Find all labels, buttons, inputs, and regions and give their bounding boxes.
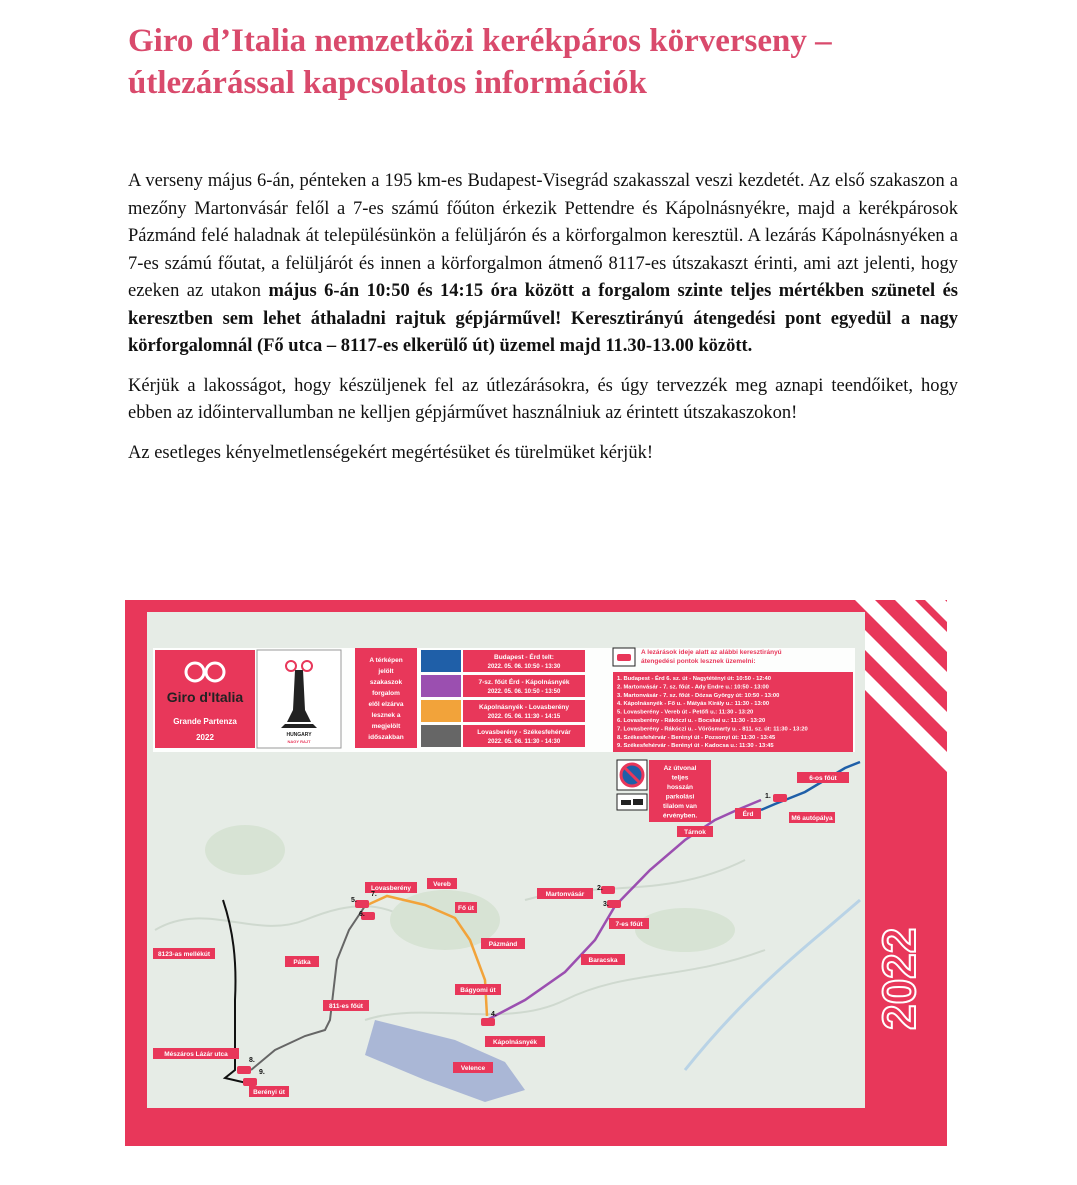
crossing-title-line: A lezárások ideje alatt az alábbi keresztirányú <box>641 649 782 656</box>
closure-note-line: forgalom <box>372 690 400 697</box>
place-label-road8123: 8123-as mellékút <box>157 951 211 958</box>
parking-notice-line: parkolási <box>665 793 695 801</box>
place-label-meszaros: Mészáros Lázár utca <box>164 1051 228 1058</box>
closure-note-line: jelölt <box>378 668 394 675</box>
place-label-patka: Pátka <box>293 959 311 966</box>
legend-item-name: Lovasberény - Székesfehérvár <box>477 729 571 736</box>
parking-notice-text <box>649 760 711 822</box>
legend-swatch <box>421 725 461 747</box>
crossing-point-number: 5. <box>351 897 357 904</box>
page-title <box>128 20 1028 104</box>
closure-note-line: A térképen <box>369 657 403 664</box>
place-label-bagyomi: Bágyomi út <box>460 987 496 994</box>
legend-item-time: 2022. 05. 06. 10:50 - 13:30 <box>487 664 561 670</box>
closure-note-line: megjelölt <box>371 723 401 730</box>
car-icon <box>601 886 615 894</box>
place-label-road811: 811-es főút <box>329 1003 363 1010</box>
place-label-road6: 6-os főút <box>809 775 837 782</box>
legend-item-time: 2022. 05. 06. 10:50 - 13:50 <box>487 689 561 695</box>
logo-hungary: HUNGARY <box>286 732 312 738</box>
crossing-point-item: 9. Székesfehérvár - Berényi út - Kadocsa u.: 11:30 - 13:45 <box>617 743 774 750</box>
place-label-berenyi: Berényi út <box>253 1089 285 1096</box>
legend-swatch <box>421 650 461 672</box>
legend-item-time: 2022. 05. 06. 11:30 - 14:30 <box>487 739 561 745</box>
parking-notice-line: érvényben. <box>662 812 698 820</box>
legend-item-name: 7-sz. főút Érd - Kápolnásnyék <box>478 679 570 686</box>
crossing-point-item: 4. Kápolnásnyék - Fő u. - Mátyás Király u.: 11:30 - 13:00 <box>617 701 770 708</box>
closure-note-line: időszakban <box>368 734 404 741</box>
paragraph-2: Kérjük a lakosságot, hogy készüljenek fel az útlezárásokra, és úgy tervezzék meg aznapi teendőiket, hogy ebben az időintervallumban ne kelljen gépjárművet használniuk az érintett útszakaszokon! <box>128 375 958 423</box>
logo-subtitle: Grande Partenza <box>173 717 237 726</box>
car-icon <box>607 900 621 908</box>
car-icon <box>481 1018 495 1026</box>
title-line-2: útlezárással kapcsolatos információk <box>128 65 647 101</box>
crossing-point-number: 8. <box>249 1057 255 1064</box>
paragraph-1-text: A verseny május 6-án, pénteken a 195 km-es Budapest-Visegrád szakasszal veszi kezdetét. Az első szakaszon a mezőny Martonvásár felől a 7-es számú főúton érkezik Pettendre és Kápolnásnyékre, majd a kerékpárosok Pázmánd felé haladnak át településünkön a felüljárón és a körforgalmon keresztül. A lezárás Kápolnásnyéken a 7-es számú főutat, a felüljárót és innen a körforgalmon átmenő 8117-es útszakaszt érinti, ami azt jelenti, hogy ezeken az utakon <box>128 171 958 301</box>
place-label-baracska: Baracska <box>588 957 618 964</box>
parking-notice-line: tilalom van <box>663 803 697 810</box>
legend-swatch <box>421 675 461 697</box>
legend-item-time: 2022. 05. 06. 11:30 - 14:15 <box>487 714 561 720</box>
car-icon <box>237 1066 251 1074</box>
crossing-point-item: 5. Lovasberény - Vereb út - Petőfi u.: 11:30 - 13:20 <box>617 709 754 716</box>
place-label-erd: Érd <box>742 811 754 818</box>
parking-notice-line: teljes <box>671 774 689 782</box>
article-body <box>128 168 958 479</box>
crossing-point-item: 6. Lovasberény - Rákóczi u. - Bocskai u.: 11:30 - 13:20 <box>617 718 766 724</box>
paragraph-3: Az esetleges kényelmetlenségekért megértésüket és türelmüket kérjük! <box>128 442 653 463</box>
crossing-point-number: 9. <box>259 1069 265 1076</box>
logo-nagy-rajt: NAGY RAJT <box>287 739 311 744</box>
crossing-point-number: 6. <box>359 911 365 918</box>
place-label-kapolnasnyek: Kápolnásnyék <box>492 1039 538 1046</box>
parking-notice-line: Az útvonal <box>663 765 697 772</box>
legend-swatch <box>421 700 461 722</box>
crossing-point-number: 2. <box>597 885 603 892</box>
car-icon <box>773 794 787 802</box>
watermark-year: 2022 <box>873 927 925 1030</box>
paragraph-1 <box>128 168 958 361</box>
crossing-point-item: 3. Martonvásár - 7. sz. főút - Dózsa György út: 10:50 - 13:00 <box>617 692 780 699</box>
car-icon <box>617 654 631 661</box>
crossing-point-number: 4. <box>491 1011 497 1018</box>
place-label-pazmand: Pázmánd <box>488 941 518 948</box>
place-label-foout: Fő út <box>458 905 474 912</box>
place-label-tarnok: Tárnok <box>684 829 706 836</box>
car-icon <box>243 1078 257 1086</box>
place-label-lovasbereny: Lovasberény <box>370 885 412 892</box>
closure-note-line: elől elzárva <box>368 701 404 708</box>
legend-item-name: Kápolnásnyék - Lovasberény <box>479 704 569 711</box>
route-map <box>125 600 947 1146</box>
crossing-point-number: 1. <box>765 793 771 800</box>
crossing-point-number: 3. <box>603 901 609 908</box>
route-map-graphic <box>125 600 947 1146</box>
legend-item-name: Budapest - Érd telt: <box>494 654 554 661</box>
place-label-martonvasar: Martonvásár <box>545 891 585 898</box>
place-label-vereb: Vereb <box>433 881 451 888</box>
crossing-point-item: 8. Székesfehérvár - Berényi út - Pozsonyi út: 11:30 - 13:45 <box>617 734 776 741</box>
title-line-1: Giro d’Italia nemzetközi kerékpáros körverseny – <box>128 23 832 59</box>
no-parking-icon <box>621 764 643 786</box>
tow-truck-icon <box>617 794 647 810</box>
parking-notice-line: hosszán <box>666 784 694 791</box>
place-label-road7: 7-es főút <box>615 921 643 928</box>
place-label-m6: M6 autópálya <box>791 815 833 822</box>
crossing-point-item: 2. Martonvásár - 7. sz. főút - Ady Endre u.: 10:50 - 13:00 <box>617 684 769 691</box>
closure-note-line: szakaszok <box>369 679 403 686</box>
closure-note-line: lesznek a <box>371 712 401 719</box>
car-icon <box>355 900 369 908</box>
crossing-point-item: 1. Budapest - Érd 6. sz. út - Nagytétényi út: 10:50 - 12:40 <box>617 676 771 682</box>
crossing-point-number: 7. <box>371 891 377 898</box>
logo-brand: Giro d'Italia <box>166 689 244 705</box>
place-label-velence: Velence <box>460 1065 486 1072</box>
crossing-title-line: átengedési pontok lesznek üzemelni: <box>641 658 756 665</box>
crossing-point-item: 7. Lovasberény - Rákóczi u. - Vörösmarty u. - 811. sz. út: 11:30 - 13:20 <box>617 726 808 733</box>
logo-year: 2022 <box>196 733 214 742</box>
paragraph-1-bold: május 6-án 10:50 és 14:15 óra között a forgalom szinte teljes mértékben szünetel és keresztben sem lehet áthaladni rajtuk gépjárművel! Keresztirányú átengedési pont egyedül a nagy körforgalomnál (Fő utca – 8117-es elkerülő út) üzemel majd 11.30-13.00 között. <box>128 281 958 356</box>
